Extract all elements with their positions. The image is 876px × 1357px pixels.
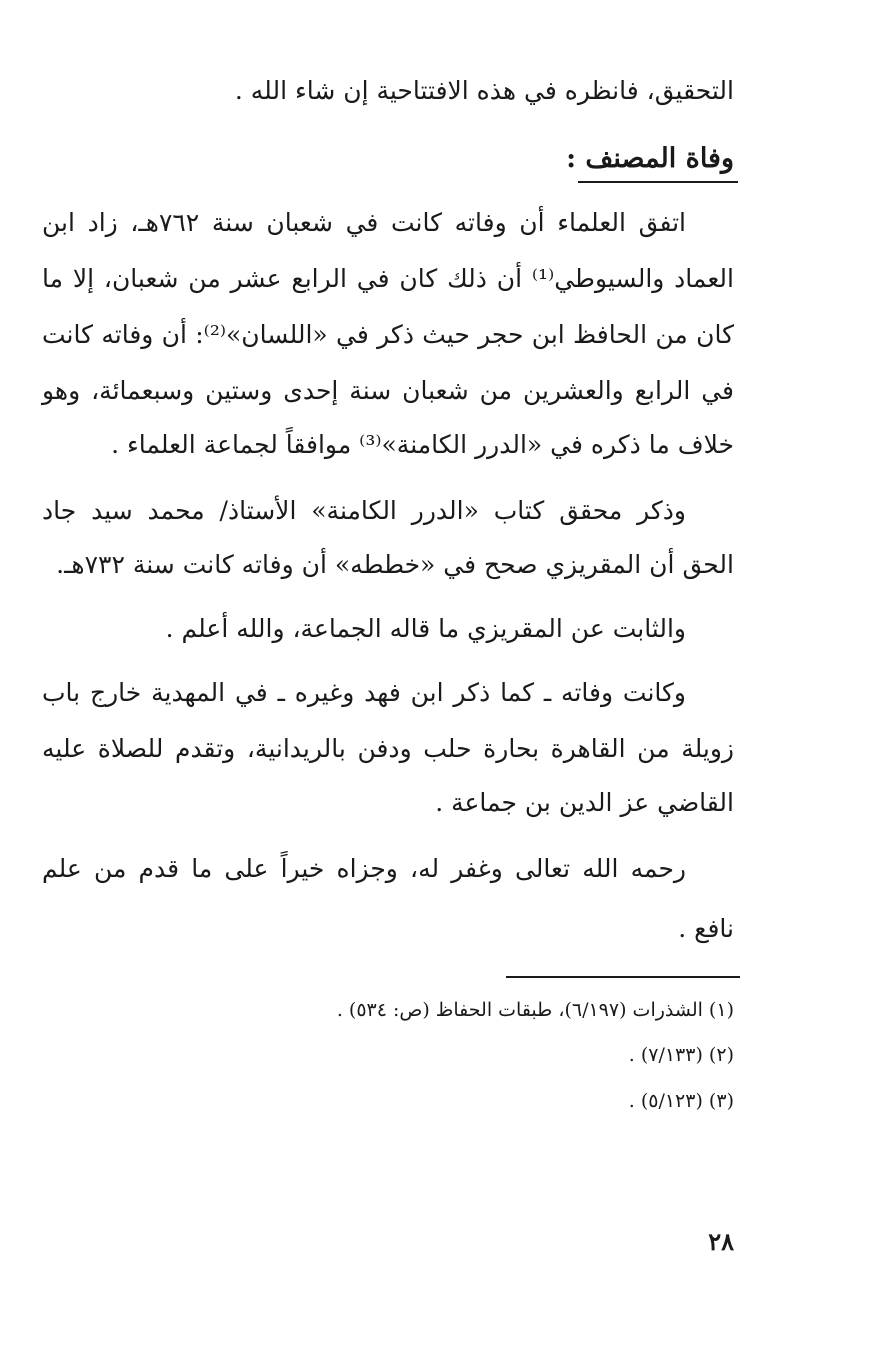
section-heading: وفاة المصنف : [566,143,734,174]
footnote-1: (١) الشذرات (٦/١٩٧)، طبقات الحفاظ (ص: ٥٣٤) . [336,999,734,1021]
paragraph-1-line-1: اتفق العلماء أن وفاته كانت في شعبان سنة ٧٦٢هـ، زاد ابن [42,208,686,237]
paragraph-1-line-5: خلاف ما ذكره في «الدرر الكامنة»⁽³⁾ موافقاً لجماعة العلماء . [111,430,734,459]
paragraph-5-line-2: نافع . [678,914,734,943]
heading-underline [578,181,738,183]
paragraph-3-line-1: والثابت عن المقريزي ما قاله الجماعة، والله أعلم . [165,614,686,643]
page-number: ٢٨ [708,1227,734,1256]
footnote-2: (٢) (٧/١٣٣) . [628,1044,734,1066]
paragraph-1-line-2: العماد والسيوطي⁽¹⁾ أن ذلك كان في الرابع عشر من شعبان، إلا ما [42,264,734,293]
paragraph-1-line-3: كان من الحافظ ابن حجر حيث ذكر في «اللسان»⁽²⁾: أن وفاته كانت [42,320,734,349]
intro-line: التحقيق، فانظره في هذه الافتتاحية إن شاء الله . [234,76,734,105]
paragraph-1-line-4: في الرابع والعشرين من شعبان سنة إحدى وستين وسبعمائة، وهو [42,376,734,405]
paragraph-4-line-2: زويلة من القاهرة بحارة حلب ودفن بالريدانية، وتقدم للصلاة عليه [42,734,734,763]
paragraph-2-line-2: الحق أن المقريزي صحح في «خططه» أن وفاته كانت سنة ٧٣٢هـ. [56,550,734,579]
paragraph-5-line-1: رحمه الله تعالى وغفر له، وجزاه خيراً على ما قدم من علم [42,854,686,883]
paragraph-4-line-1: وكانت وفاته ـ كما ذكر ابن فهد وغيره ـ في المهدية خارج باب [42,678,686,707]
paragraph-4-line-3: القاضي عز الدين بن جماعة . [435,788,734,817]
paragraph-2-line-1: وذكر محقق كتاب «الدرر الكامنة» الأستاذ/ محمد سيد جاد [42,496,686,525]
footnote-separator [506,976,740,978]
footnote-3: (٣) (٥/١٢٣) . [628,1090,734,1112]
